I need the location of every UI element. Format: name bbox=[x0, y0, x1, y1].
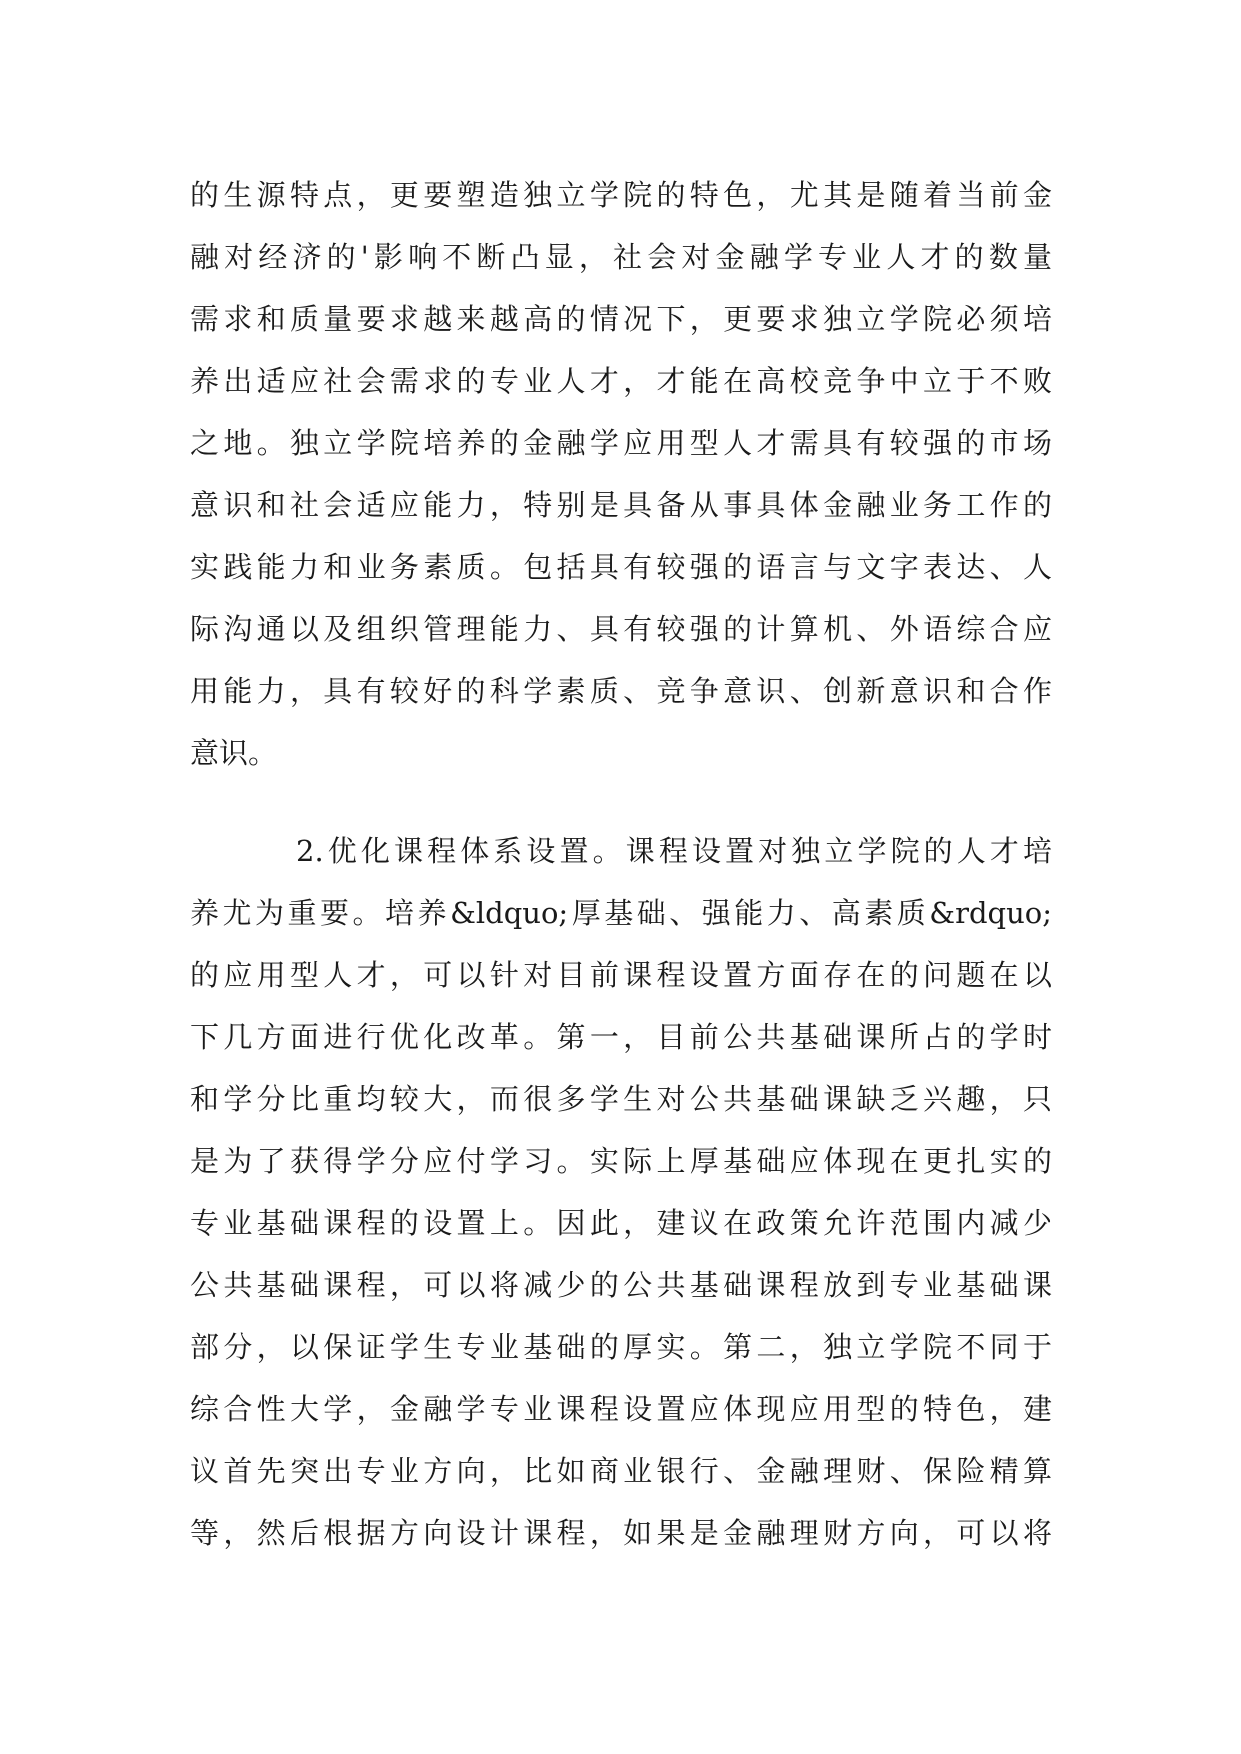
text-line: 综合性大学，金融学专业课程设置应体现应用型的特色，建 bbox=[190, 1392, 1052, 1426]
text-line: 养出适应社会需求的专业人才，才能在高校竞争中立于不败 bbox=[190, 364, 1052, 398]
text-line: 用能力，具有较好的科学素质、竞争意识、创新意识和合作 bbox=[190, 674, 1052, 708]
text-line: 2.优化课程体系设置。课程设置对独立学院的人才培 bbox=[296, 834, 1052, 868]
paragraph-1 bbox=[190, 164, 1052, 784]
paragraph-2 bbox=[190, 820, 1052, 1564]
text-line: 是为了获得学分应付学习。实际上厚基础应体现在更扎实的 bbox=[190, 1144, 1052, 1178]
text-line: 的生源特点，更要塑造独立学院的特色，尤其是随着当前金 bbox=[190, 178, 1052, 212]
text-line: 需求和质量要求越来越高的情况下，更要求独立学院必须培 bbox=[190, 302, 1052, 336]
text-line: 等，然后根据方向设计课程，如果是金融理财方向，可以将 bbox=[190, 1516, 1052, 1550]
text-line: 际沟通以及组织管理能力、具有较强的计算机、外语综合应 bbox=[190, 612, 1052, 646]
text-line: 意识和社会适应能力，特别是具备从事具体金融业务工作的 bbox=[190, 488, 1052, 522]
text-line: 意识。 bbox=[190, 736, 278, 770]
text-line: 和学分比重均较大，而很多学生对公共基础课缺乏兴趣，只 bbox=[190, 1082, 1052, 1116]
text-line: 下几方面进行优化改革。第一，目前公共基础课所占的学时 bbox=[190, 1020, 1052, 1054]
text-line: 养尤为重要。培养&ldquo;厚基础、强能力、高素质&rdquo; bbox=[190, 896, 1052, 930]
text-line: 专业基础课程的设置上。因此，建议在政策允许范围内减少 bbox=[190, 1206, 1052, 1240]
text-line: 部分，以保证学生专业基础的厚实。第二，独立学院不同于 bbox=[190, 1330, 1052, 1364]
text-line: 融对经济的'影响不断凸显，社会对金融学专业人才的数量 bbox=[190, 240, 1052, 274]
text-line: 公共基础课程，可以将减少的公共基础课程放到专业基础课 bbox=[190, 1268, 1052, 1302]
text-line: 议首先突出专业方向，比如商业银行、金融理财、保险精算 bbox=[190, 1454, 1052, 1488]
text-line: 实践能力和业务素质。包括具有较强的语言与文字表达、人 bbox=[190, 550, 1052, 584]
text-line: 的应用型人才，可以针对目前课程设置方面存在的问题在以 bbox=[190, 958, 1052, 992]
text-line: 之地。独立学院培养的金融学应用型人才需具有较强的市场 bbox=[190, 426, 1052, 460]
